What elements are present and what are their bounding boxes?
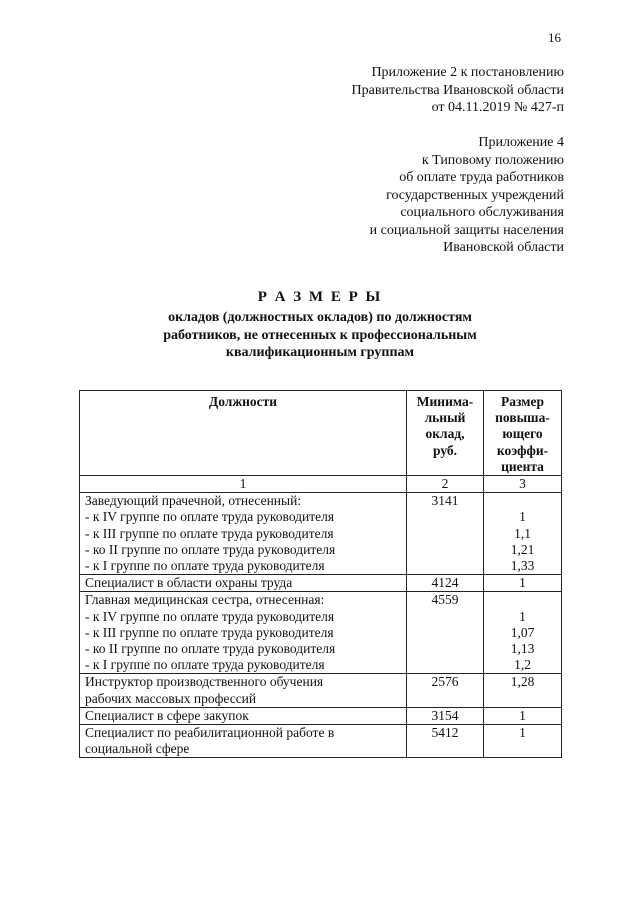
cell-line <box>412 509 478 525</box>
column-number-row <box>80 476 562 493</box>
appendix-sub-line: об оплате труда работников <box>399 170 564 185</box>
header-min-salary <box>407 391 484 476</box>
cell-line: Специалист в области охраны труда <box>85 575 293 591</box>
heading-subtitle-line: окладов (должностных окладов) по должностям <box>168 310 472 325</box>
appendix-sub-line: к Типовому положению <box>421 152 564 168</box>
header-line: циента <box>501 458 544 474</box>
cell-line: 1,1 <box>514 525 531 541</box>
header-line: повыша- <box>495 410 550 426</box>
position-cell <box>80 493 407 575</box>
cell-line: 4124 <box>431 575 459 591</box>
coefficient-cell <box>484 707 562 724</box>
cell-line: - ко II группе по оплате труда руководителя <box>85 641 336 657</box>
position-cell <box>80 707 407 724</box>
cell-line <box>489 741 556 757</box>
cell-line: 3154 <box>431 707 459 723</box>
cell-line: рабочих массовых профессий <box>85 690 257 706</box>
cell-line: 1,33 <box>510 558 535 574</box>
table-row <box>80 725 562 758</box>
header-line: руб. <box>432 442 458 458</box>
appendix-main-block <box>352 64 564 117</box>
appendix-sub-line: Приложение 4 <box>478 135 564 150</box>
heading-title: Р А З М Е Р Ы <box>257 289 383 305</box>
cell-line: Специалист по реабилитационной работе в <box>85 725 335 741</box>
cell-line: 1,13 <box>510 641 535 657</box>
cell-line: 3141 <box>431 493 459 509</box>
page-number: 16 <box>548 30 561 45</box>
header-line: льный <box>424 410 466 426</box>
cell-line: 2576 <box>431 674 459 690</box>
coefficient-cell <box>484 674 562 707</box>
cell-line: 4559 <box>431 592 459 608</box>
cell-line: 1,07 <box>510 624 535 640</box>
table-row <box>80 707 562 724</box>
position-cell <box>80 674 407 707</box>
cell-line: 1 <box>519 575 526 591</box>
appendix-sub-line: государственных учреждений <box>386 187 564 203</box>
appendix-main-line: Приложение 2 к постановлению <box>371 65 564 80</box>
cell-line <box>412 691 478 707</box>
coefficient-cell <box>484 575 562 592</box>
header-coefficient <box>484 391 562 476</box>
cell-line <box>412 625 478 641</box>
header-line: оклад, <box>425 426 465 442</box>
cell-line: 1 <box>519 509 526 525</box>
cell-line <box>489 691 556 707</box>
header-line: Размер <box>501 394 544 409</box>
table-header-row <box>80 391 562 476</box>
heading-subtitle-line: квалификационным группам <box>225 345 415 360</box>
cell-line: - к III группе по оплате труда руководителя <box>85 525 334 541</box>
header-line: коэффи- <box>496 442 549 458</box>
table-row <box>80 575 562 592</box>
header-line: Минима- <box>416 394 474 409</box>
min-salary-cell <box>407 592 484 674</box>
heading-subtitle-line: работников, не отнесенных к профессиональным <box>163 327 477 343</box>
header-line: ющего <box>502 426 543 442</box>
cell-line <box>412 558 478 574</box>
cell-line: 1 <box>519 725 526 741</box>
cell-line: Заведующий прачечной, отнесенный: <box>85 493 302 509</box>
cell-line: Инструктор производственного обучения <box>85 674 324 690</box>
min-salary-cell <box>407 725 484 758</box>
document-heading <box>0 287 640 362</box>
cell-line: Главная медицинская сестра, отнесенная: <box>85 592 325 608</box>
cell-line: - к I группе по оплате труда руководителя <box>85 558 325 574</box>
cell-line <box>489 493 556 509</box>
cell-line <box>412 542 478 558</box>
cell-line: - к I группе по оплате труда руководителя <box>85 657 325 673</box>
cell-line <box>489 592 556 608</box>
header-positions <box>80 391 407 476</box>
appendix-main-line: Правительства Ивановской области <box>351 82 564 98</box>
position-cell <box>80 575 407 592</box>
cell-line: 1,28 <box>510 674 535 690</box>
cell-line: Специалист в сфере закупок <box>85 707 249 723</box>
cell-line: - ко II группе по оплате труда руководителя <box>85 541 336 557</box>
appendix-sub-line: и социальной защиты населения <box>369 222 564 238</box>
table-row <box>80 493 562 575</box>
cell-line: 1,2 <box>514 657 531 673</box>
cell-line <box>412 657 478 673</box>
cell-line: 1 <box>519 707 526 723</box>
cell-line: - к III группе по оплате труда руководителя <box>85 624 334 640</box>
cell-line <box>412 609 478 625</box>
cell-line <box>412 741 478 757</box>
cell-line: 5412 <box>431 725 459 741</box>
coefficient-cell <box>484 592 562 674</box>
min-salary-cell <box>407 707 484 724</box>
appendix-sub-line: социального обслуживания <box>400 205 564 220</box>
appendix-sub-block <box>370 134 564 257</box>
column-number: 3 <box>484 476 562 493</box>
cell-line <box>412 641 478 657</box>
cell-line: - к IV группе по оплате труда руководителя <box>85 608 335 624</box>
table-body <box>80 493 562 758</box>
column-number: 2 <box>407 476 484 493</box>
salary-table <box>79 390 562 758</box>
min-salary-cell <box>407 575 484 592</box>
cell-line: - к IV группе по оплате труда руководителя <box>85 509 335 525</box>
position-cell <box>80 592 407 674</box>
column-number: 1 <box>80 476 407 493</box>
cell-line <box>412 526 478 542</box>
table-row <box>80 592 562 674</box>
cell-line: 1,21 <box>510 541 535 557</box>
appendix-main-line: от 04.11.2019 № 427-п <box>431 100 564 115</box>
table-row <box>80 674 562 707</box>
coefficient-cell <box>484 493 562 575</box>
header-line: Должности <box>208 394 278 409</box>
position-cell <box>80 725 407 758</box>
min-salary-cell <box>407 493 484 575</box>
min-salary-cell <box>407 674 484 707</box>
cell-line: социальной сфере <box>85 741 190 757</box>
coefficient-cell <box>484 725 562 758</box>
appendix-sub-line: Ивановской области <box>443 240 564 255</box>
cell-line: 1 <box>519 608 526 624</box>
